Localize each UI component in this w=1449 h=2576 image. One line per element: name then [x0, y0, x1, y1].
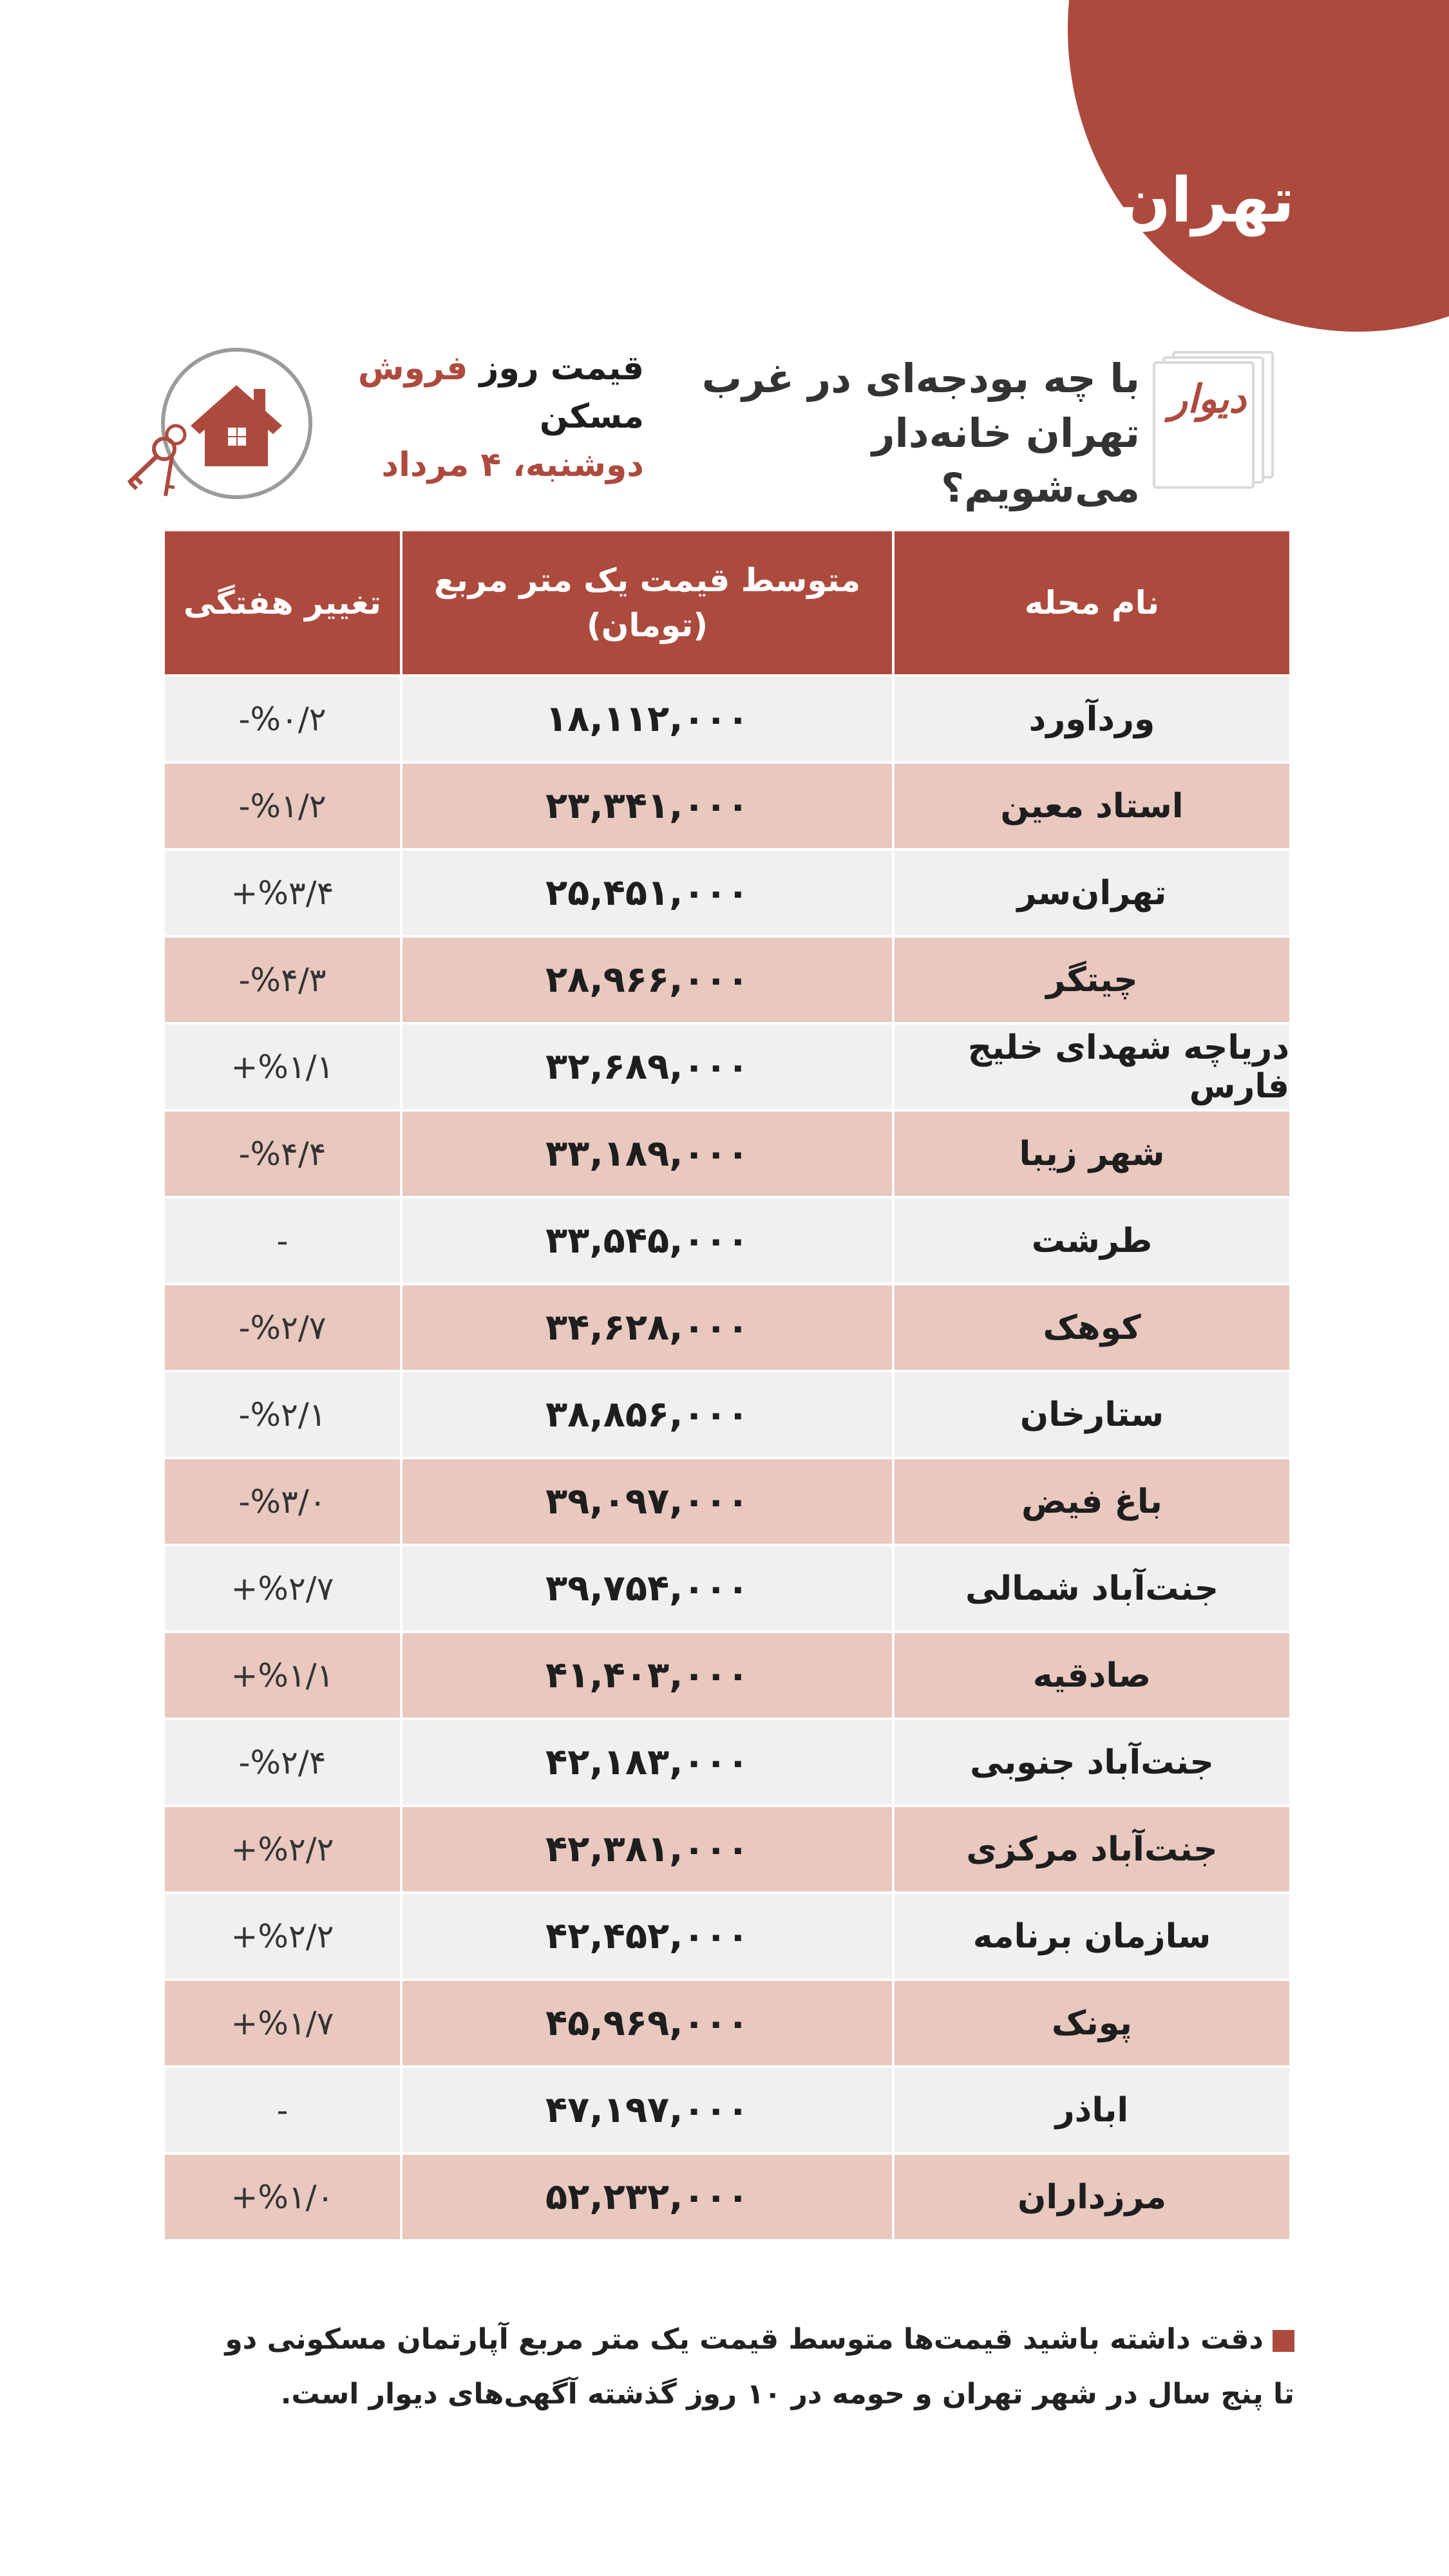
cell-price: ۳۴,۶۲۸,۰۰۰ — [400, 1285, 892, 1370]
price-table — [165, 531, 1289, 2239]
headline-line-2: تهران خانه‌دار می‌شویم؟ — [871, 410, 1140, 511]
cell-name: سازمان برنامه — [892, 1894, 1289, 1978]
cell-change: - — [276, 1222, 289, 1260]
cell-change: -%۲/۴ — [238, 1743, 327, 1781]
cell-price: ۲۳,۳۴۱,۰۰۰ — [400, 764, 892, 848]
cell-change: +%۲/۷ — [231, 1569, 334, 1607]
cell-price: ۵۲,۲۳۲,۰۰۰ — [400, 2155, 892, 2239]
cell-change: -%۲/۷ — [238, 1309, 327, 1347]
cell-name: پونک — [892, 1981, 1289, 2065]
cell-name: اباذر — [892, 2068, 1289, 2152]
cell-name: شهر زیبا — [892, 1112, 1289, 1196]
table-row — [165, 1631, 1289, 1718]
cell-change: -%۲/۱ — [238, 1396, 327, 1434]
cell-change: -%۴/۳ — [238, 961, 327, 999]
table-row — [165, 848, 1289, 935]
table-row — [165, 1196, 1289, 1283]
headline — [683, 351, 1140, 515]
cell-price: ۴۵,۹۶۹,۰۰۰ — [400, 1981, 892, 2065]
cell-name: صادقیه — [892, 1633, 1289, 1718]
divar-logo — [1153, 345, 1291, 473]
date-label: دوشنبه، ۴ مرداد — [381, 446, 644, 484]
table-row — [165, 761, 1289, 848]
cell-change: -%۳/۰ — [238, 1482, 327, 1520]
table-row — [165, 674, 1289, 761]
cell-name: جنت‌آباد شمالی — [892, 1546, 1289, 1631]
cell-change: -%۰/۲ — [238, 700, 327, 738]
cell-price: ۴۱,۴۰۳,۰۰۰ — [400, 1633, 892, 1718]
price-label-before: قیمت روز — [468, 349, 644, 388]
cell-price: ۴۲,۱۸۳,۰۰۰ — [400, 1720, 892, 1804]
table-row — [165, 1283, 1289, 1370]
cell-name: وردآورد — [892, 677, 1289, 761]
cell-change: - — [276, 2091, 289, 2129]
price-label-accent: فروش — [357, 349, 468, 388]
cell-name: ستارخان — [892, 1372, 1289, 1457]
cell-name: باغ فیض — [892, 1459, 1289, 1544]
footnote-text: دقت داشته باشید قیمت‌ها متوسط قیمت یک متر مربع آپارتمان مسکونی دو تا پنج سال در شهر تهران و حومه در ۱۰ روز گذشته آگهی‌های دیوار است. — [225, 2323, 1294, 2410]
cell-name: جنت‌آباد مرکزی — [892, 1807, 1289, 1891]
cell-price: ۲۵,۴۵۱,۰۰۰ — [400, 851, 892, 935]
cell-name: طرشت — [892, 1198, 1289, 1283]
bullet-square — [1273, 2330, 1294, 2352]
cell-price: ۳۸,۸۵۶,۰۰۰ — [400, 1372, 892, 1457]
cell-change: +%۱/۱ — [231, 1656, 334, 1694]
cell-change: +%۳/۴ — [231, 874, 334, 912]
cell-change: -%۴/۴ — [238, 1135, 327, 1173]
cell-name: کوهک — [892, 1285, 1289, 1370]
cell-change: +%۲/۲ — [231, 1830, 334, 1868]
logo-text: دیوار — [1168, 377, 1247, 422]
cell-price: ۳۲,۶۸۹,۰۰۰ — [400, 1025, 892, 1109]
table-row — [165, 1370, 1289, 1457]
cell-change: +%۲/۲ — [231, 1917, 334, 1955]
cell-change: -%۱/۲ — [238, 787, 327, 825]
table-row — [165, 1022, 1289, 1109]
cell-price: ۴۲,۳۸۱,۰۰۰ — [400, 1807, 892, 1891]
price-label-after: مسکن — [539, 397, 644, 436]
table-row — [165, 2152, 1289, 2239]
cell-price: ۳۳,۵۴۵,۰۰۰ — [400, 1198, 892, 1283]
header-name: نام محله — [892, 531, 1289, 674]
table-row — [165, 935, 1289, 1022]
cell-price: ۱۸,۱۱۲,۰۰۰ — [400, 677, 892, 761]
cell-price: ۳۳,۱۸۹,۰۰۰ — [400, 1112, 892, 1196]
footnote — [213, 2312, 1294, 2421]
cell-change: +%۱/۷ — [231, 2004, 334, 2042]
headline-line-1: با چه بودجه‌ای در غرب — [701, 355, 1140, 402]
header-price: متوسط قیمت یک متر مربع (تومان) — [400, 531, 892, 674]
city-title: تهران — [1118, 164, 1294, 236]
header-change: تغییر هفتگی — [183, 584, 382, 621]
price-label — [322, 345, 644, 489]
table-row — [165, 1804, 1289, 1891]
table-row — [165, 1891, 1289, 1978]
cell-name: چیتگر — [892, 938, 1289, 1022]
cell-change: +%۱/۰ — [231, 2178, 334, 2216]
table-row — [165, 1457, 1289, 1544]
cell-price: ۳۹,۰۹۷,۰۰۰ — [400, 1459, 892, 1544]
cell-price: ۴۷,۱۹۷,۰۰۰ — [400, 2068, 892, 2152]
cell-price: ۴۲,۴۵۲,۰۰۰ — [400, 1894, 892, 1978]
table-row — [165, 1978, 1289, 2065]
cell-name: تهران‌سر — [892, 851, 1289, 935]
cell-name: جنت‌آباد جنوبی — [892, 1720, 1289, 1804]
cell-name: استاد معین — [892, 764, 1289, 848]
cell-name: مرزداران — [892, 2155, 1289, 2239]
cell-price: ۲۸,۹۶۶,۰۰۰ — [400, 938, 892, 1022]
table-row — [165, 1718, 1289, 1804]
table-body — [165, 674, 1289, 2239]
keys-icon — [119, 415, 190, 506]
table-row — [165, 1544, 1289, 1631]
cell-change: +%۱/۱ — [231, 1048, 334, 1086]
table-row — [165, 2065, 1289, 2152]
table-header — [165, 531, 1289, 674]
cell-name: دریاچه شهدای خلیج فارس — [892, 1025, 1289, 1109]
table-row — [165, 1109, 1289, 1196]
cell-price: ۳۹,۷۵۴,۰۰۰ — [400, 1546, 892, 1631]
